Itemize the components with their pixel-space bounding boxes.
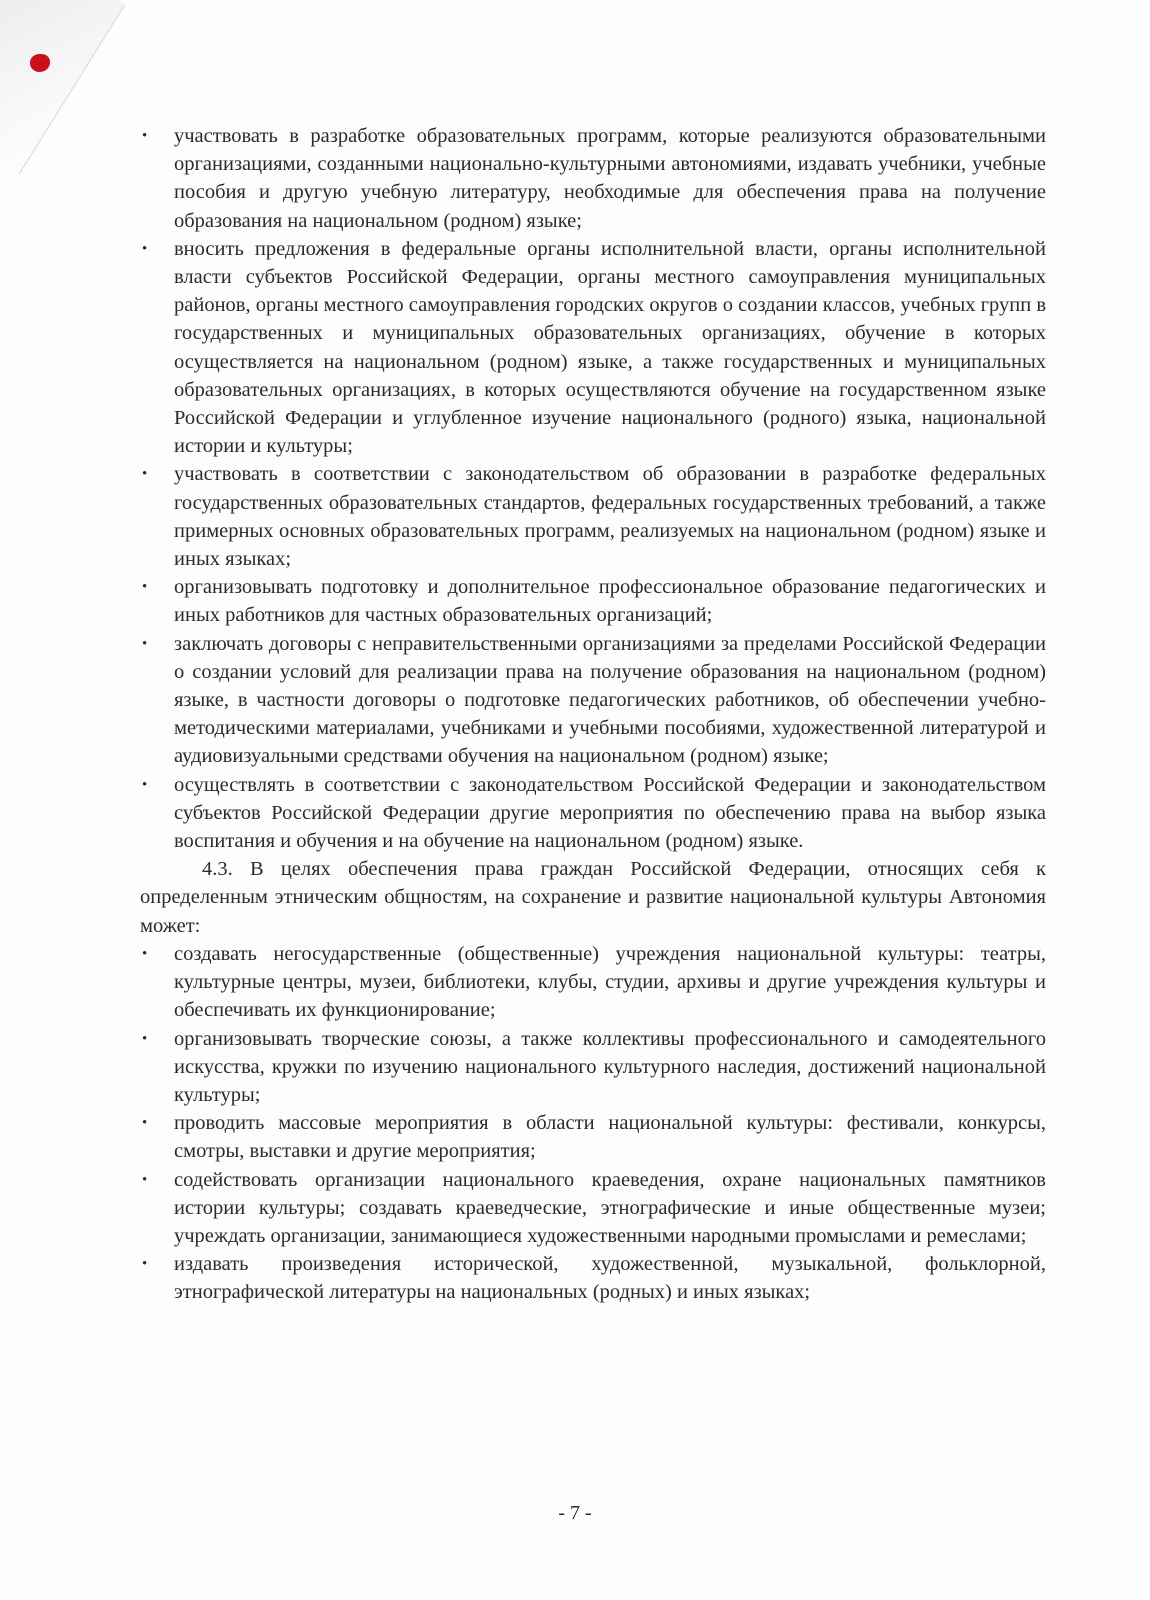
list-item-text: организовывать творческие союзы, а также коллективы профессионального и самодеятельного искусства, кружки по изучению национального культурного наследия, достижений национальной культуры; [174, 1027, 1046, 1106]
bullet-icon: • [142, 466, 148, 483]
list-item [140, 1166, 1046, 1251]
page-number: - 7 - [558, 1502, 592, 1524]
list-item [140, 235, 1046, 461]
bullet-icon: • [142, 1030, 148, 1047]
list-item [140, 122, 1046, 235]
bullet-icon: • [142, 579, 148, 596]
list-item-text: создавать негосударственные (общественные) учреждения национальной культуры: театры, культурные центры, музеи, библиотеки, клубы, студии, архивы и другие учреждения культуры и обеспечивать их функционирование; [174, 942, 1046, 1022]
page-corner-fold [0, 0, 126, 174]
bullet-icon: • [142, 1256, 148, 1273]
list-item [140, 1109, 1046, 1165]
list-item [140, 771, 1046, 856]
bullet-icon: • [142, 945, 148, 962]
list-item-text: содействовать организации национального краеведения, охране национальных памятников истории культуры; создавать краеведческие, этнографические и иные общественные музеи; учреждать организации, занимающиеся художественными народными промыслами и ремеслами; [174, 1168, 1046, 1247]
bullet-list-education [140, 122, 1046, 855]
bullet-icon: • [142, 240, 148, 257]
list-item-text: проводить массовые мероприятия в области национальной культуры: фестивали, конкурсы, смотры, выставки и другие мероприятия; [174, 1112, 1046, 1163]
list-item [140, 573, 1046, 629]
list-item-text: вносить предложения в федеральные органы исполнительной власти, органы исполнительной власти субъектов Российской Федерации, органы местного самоуправления муниципальных районов, органы местного самоуправления городских округов о создании классов, учебных групп в государственных и муниципальных образовательных организациях, обучение в которых осуществляется на национальном (родном) языке, а также государственных и муниципальных образовательных организациях, в которых осуществляются обучение на государственном языке Российской Федерации и углубленное изучение национального (родного) языка, национальной истории и культуры; [174, 237, 1046, 458]
list-item [140, 940, 1046, 1025]
list-item [140, 1250, 1046, 1306]
bullet-icon: • [142, 128, 148, 144]
bullet-icon: • [142, 635, 148, 652]
list-item [140, 1025, 1046, 1110]
document-body [140, 122, 1046, 1307]
list-item [140, 630, 1046, 771]
section-paragraph: 4.3. В целях обеспечения права граждан Российской Федерации, относящих себя к определенным этническим общностям, на сохранение и развитие национальной культуры Автономия может: [140, 858, 1046, 937]
list-item-text: участвовать в разработке образовательных программ, которые реализуются образовательными организациями, созданными национально-культурными автономиями, издавать учебники, учебные пособия и другую учебную литературу, необходимые для обеспечения права на получение образования на национальном (родном) языке; [174, 125, 1046, 232]
bullet-icon: • [142, 1171, 148, 1188]
list-item-text: заключать договоры с неправительственными организациями за пределами Российской Федерации о создании условий для реализации права на получение образования на национальном (родном) языке, в частности договоры о подготовке педагогических работников, об обеспечении учебно-методическими материалами, учебниками и учебными пособиями, художественной литературой и аудиовизуальными средствами обучения на национальном (родном) языке; [174, 632, 1046, 768]
list-item [140, 460, 1046, 573]
bullet-icon: • [142, 1115, 148, 1132]
list-item-text: организовывать подготовку и дополнительное профессиональное образование педагогических и иных работников для частных образовательных организаций; [174, 576, 1046, 627]
list-item-text: участвовать в соответствии с законодательством об образовании в разработке федеральных государственных образовательных стандартов, федеральных государственных требований, а также примерных основных образовательных программ, реализуемых на национальном (родном) языке и иных языках; [174, 463, 1046, 571]
list-item-text: осуществлять в соответствии с законодательством Российской Федерации и законодательством субъектов Российской Федерации другие мероприятия по обеспечению права на выбор языка воспитания и обучения и на обучение на национальном (родном) языке. [174, 773, 1046, 853]
list-item-text: издавать произведения исторической, художественной, музыкальной, фольклорной, этнографической литературы на национальных (родных) и иных языках; [174, 1253, 1046, 1304]
bullet-icon: • [142, 776, 148, 793]
bullet-list-culture [140, 940, 1046, 1307]
